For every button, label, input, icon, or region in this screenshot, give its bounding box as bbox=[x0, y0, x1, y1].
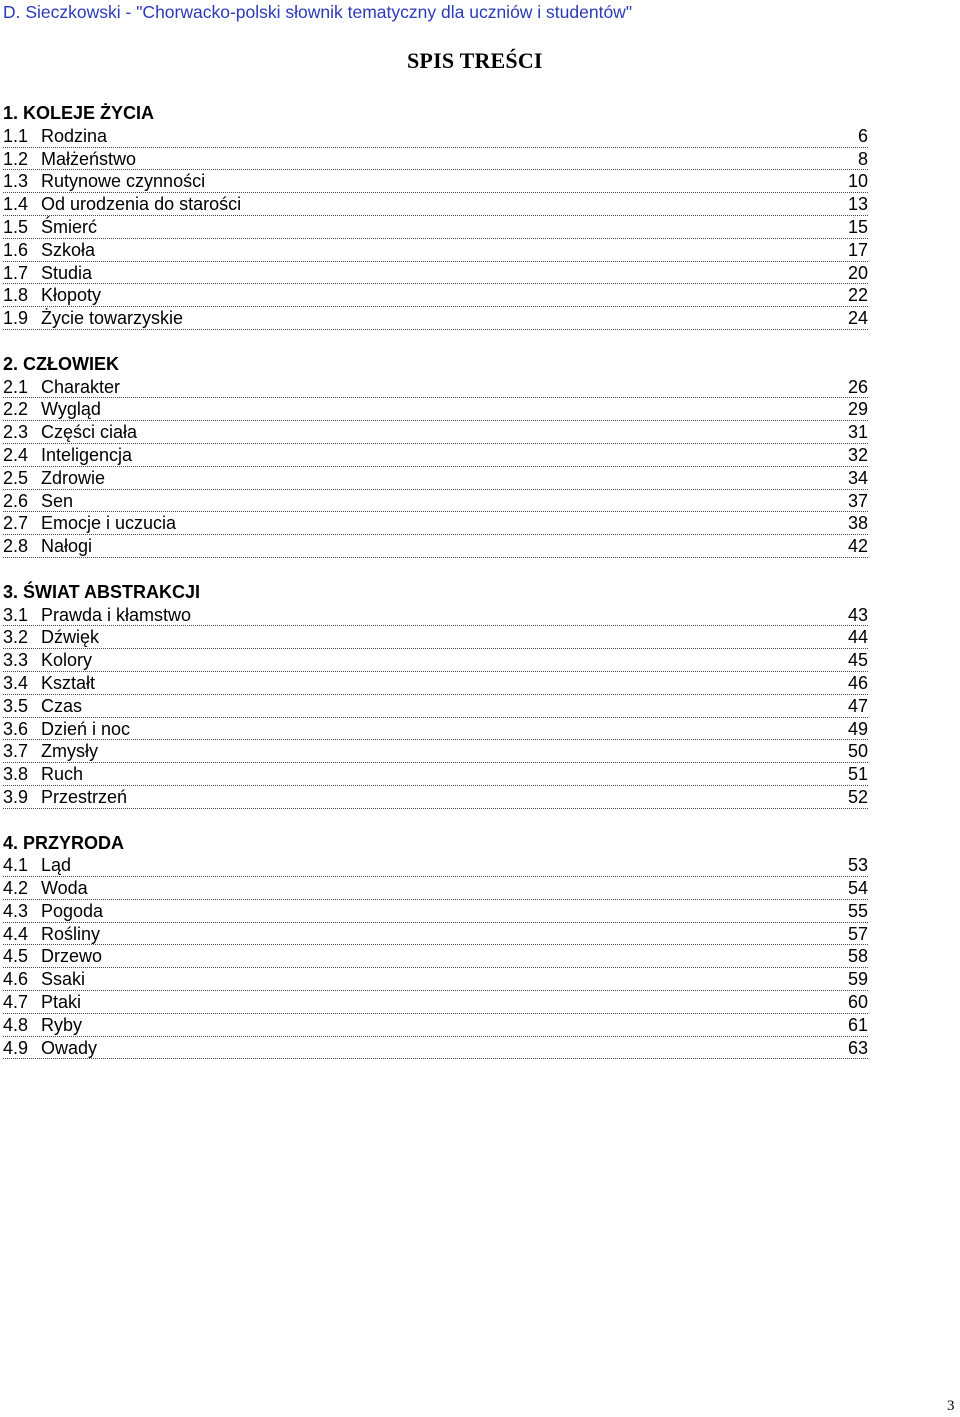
entry-number: 2.7 bbox=[3, 513, 29, 534]
entry-page: 38 bbox=[847, 513, 868, 534]
entry-page: 63 bbox=[847, 1037, 868, 1058]
entry-page: 59 bbox=[847, 969, 868, 990]
toc-entry bbox=[3, 170, 868, 193]
entry-page: 10 bbox=[847, 171, 868, 192]
toc-section bbox=[3, 353, 868, 558]
entry-number: 3.8 bbox=[3, 764, 29, 785]
entry-page: 17 bbox=[847, 239, 868, 260]
entry-title: Ryby bbox=[41, 1014, 83, 1035]
entry-title: Zdrowie bbox=[41, 467, 106, 488]
toc-entry bbox=[3, 398, 868, 421]
entry-number: 2.5 bbox=[3, 467, 29, 488]
entry-number: 1.4 bbox=[3, 194, 29, 215]
toc-entry bbox=[3, 626, 868, 649]
section-heading: 1. KOLEJE ŻYCIA bbox=[3, 103, 155, 123]
entry-page: 49 bbox=[847, 718, 868, 739]
toc-entry bbox=[3, 672, 868, 695]
entry-number: 4.1 bbox=[3, 855, 29, 876]
entry-number: 3.3 bbox=[3, 650, 29, 671]
entry-number: 2.3 bbox=[3, 422, 29, 443]
toc-entry bbox=[3, 535, 868, 558]
section-heading: 4. PRZYRODA bbox=[3, 832, 125, 853]
entry-page: 44 bbox=[847, 627, 868, 648]
toc-section bbox=[3, 832, 868, 1060]
entry-page: 29 bbox=[847, 399, 868, 420]
entry-title: Zmysły bbox=[41, 741, 98, 762]
entry-title: Emocje i uczucia bbox=[41, 513, 177, 534]
entry-title: Nałogi bbox=[41, 536, 93, 557]
toc-entry bbox=[3, 991, 868, 1014]
entry-title: Woda bbox=[41, 878, 88, 899]
entry-page: 43 bbox=[847, 604, 868, 625]
entry-number: 4.9 bbox=[3, 1037, 29, 1058]
entry-number: 2.6 bbox=[3, 490, 29, 511]
entry-page: 50 bbox=[847, 741, 868, 762]
entry-number: 1.5 bbox=[3, 216, 29, 237]
entry-number: 3.2 bbox=[3, 627, 29, 648]
entry-title: Kłopoty bbox=[41, 285, 102, 306]
entry-page: 54 bbox=[847, 878, 868, 899]
entry-page: 60 bbox=[847, 992, 868, 1013]
toc-entry bbox=[3, 900, 868, 923]
entry-number: 3.9 bbox=[3, 786, 29, 807]
entry-page: 55 bbox=[847, 900, 868, 921]
entry-page: 51 bbox=[847, 764, 868, 785]
entry-number: 4.2 bbox=[3, 878, 29, 899]
entry-title: Części ciała bbox=[41, 422, 138, 443]
toc-entry bbox=[3, 421, 868, 444]
entry-page: 31 bbox=[847, 422, 868, 443]
entry-title: Ruch bbox=[41, 764, 84, 785]
entry-title: Przestrzeń bbox=[41, 786, 128, 807]
entry-number: 4.7 bbox=[3, 992, 29, 1013]
toc-entry bbox=[3, 786, 868, 809]
entry-number: 3.1 bbox=[3, 604, 29, 625]
entry-title: Wygląd bbox=[41, 399, 101, 420]
entry-number: 1.6 bbox=[3, 239, 29, 260]
toc-entry bbox=[3, 376, 868, 399]
toc-entry bbox=[3, 467, 868, 490]
entry-page: 57 bbox=[847, 923, 868, 944]
entry-number: 2.4 bbox=[3, 444, 29, 465]
entry-page: 42 bbox=[847, 536, 868, 557]
entry-page: 45 bbox=[847, 650, 868, 671]
toc-entry bbox=[3, 923, 868, 946]
entry-page: 58 bbox=[847, 946, 868, 967]
entry-number: 1.1 bbox=[3, 125, 29, 146]
toc-entry bbox=[3, 239, 868, 262]
entry-page: 26 bbox=[847, 376, 868, 397]
entry-number: 4.3 bbox=[3, 900, 29, 921]
toc-title: SPIS TREŚCI bbox=[407, 48, 543, 73]
entry-title: Czas bbox=[41, 695, 83, 716]
entry-title: Od urodzenia do starości bbox=[41, 194, 242, 215]
toc-entry bbox=[3, 307, 868, 330]
entry-number: 3.5 bbox=[3, 695, 29, 716]
toc-entry bbox=[3, 193, 868, 216]
entry-title: Prawda i kłamstwo bbox=[41, 604, 192, 625]
entry-number: 3.6 bbox=[3, 718, 29, 739]
toc-section bbox=[3, 581, 868, 809]
entry-title: Charakter bbox=[41, 376, 121, 397]
entry-title: Rutynowe czynności bbox=[41, 171, 206, 192]
entry-number: 2.2 bbox=[3, 399, 29, 420]
entry-title: Studia bbox=[41, 262, 93, 283]
toc-entry bbox=[3, 1014, 868, 1037]
page-number: 3 bbox=[947, 1398, 955, 1414]
toc-entry bbox=[3, 512, 868, 535]
toc-entry bbox=[3, 1037, 868, 1060]
entry-title: Kształt bbox=[41, 672, 96, 693]
entry-page: 37 bbox=[847, 490, 868, 511]
toc-entry bbox=[3, 877, 868, 900]
entry-page: 52 bbox=[847, 786, 868, 807]
toc-entry bbox=[3, 125, 868, 148]
toc-entry bbox=[3, 148, 868, 171]
toc-entry bbox=[3, 740, 868, 763]
entry-page: 6 bbox=[857, 125, 868, 146]
section-heading: 3. ŚWIAT ABSTRAKCJI bbox=[3, 581, 201, 602]
entry-number: 3.7 bbox=[3, 741, 29, 762]
entry-title: Rośliny bbox=[41, 923, 101, 944]
entry-title: Rodzina bbox=[41, 125, 108, 146]
entry-title: Małżeństwo bbox=[41, 148, 137, 169]
entry-page: 32 bbox=[847, 444, 868, 465]
entry-page: 22 bbox=[847, 285, 868, 306]
entry-number: 1.7 bbox=[3, 262, 29, 283]
toc-entry bbox=[3, 262, 868, 285]
toc-entry bbox=[3, 444, 868, 467]
entry-page: 53 bbox=[847, 855, 868, 876]
entry-number: 1.9 bbox=[3, 308, 29, 329]
entry-title: Ssaki bbox=[41, 969, 86, 990]
toc-entry bbox=[3, 649, 868, 672]
entry-page: 24 bbox=[847, 308, 868, 329]
toc-entry bbox=[3, 945, 868, 968]
running-header: D. Sieczkowski - "Chorwacko-polski słownik tematyczny dla uczniów i studentów" bbox=[3, 2, 633, 22]
toc-entry bbox=[3, 284, 868, 307]
toc-entry bbox=[3, 854, 868, 877]
entry-title: Śmierć bbox=[41, 216, 98, 237]
entry-title: Szkoła bbox=[41, 239, 96, 260]
entry-page: 46 bbox=[847, 672, 868, 693]
entry-page: 20 bbox=[847, 262, 868, 283]
entry-number: 4.6 bbox=[3, 969, 29, 990]
entry-number: 4.4 bbox=[3, 923, 29, 944]
toc-entry bbox=[3, 968, 868, 991]
table-of-contents bbox=[3, 102, 868, 1059]
entry-number: 4.8 bbox=[3, 1014, 29, 1035]
entry-page: 13 bbox=[847, 194, 868, 215]
section-heading: 2. CZŁOWIEK bbox=[3, 353, 119, 374]
entry-number: 4.5 bbox=[3, 946, 29, 967]
entry-title: Ptaki bbox=[41, 992, 82, 1013]
entry-page: 47 bbox=[847, 695, 868, 716]
toc-entry bbox=[3, 490, 868, 513]
entry-title: Życie towarzyskie bbox=[41, 308, 184, 329]
entry-number: 1.2 bbox=[3, 148, 29, 169]
entry-page: 34 bbox=[847, 467, 868, 488]
entry-page: 61 bbox=[847, 1014, 868, 1035]
entry-number: 1.3 bbox=[3, 171, 29, 192]
entry-number: 2.8 bbox=[3, 536, 29, 557]
entry-title: Kolory bbox=[41, 650, 93, 671]
entry-page: 15 bbox=[847, 216, 868, 237]
toc-entry bbox=[3, 695, 868, 718]
entry-title: Owady bbox=[41, 1037, 98, 1058]
entry-title: Pogoda bbox=[41, 900, 104, 921]
entry-title: Sen bbox=[41, 490, 74, 511]
entry-title: Ląd bbox=[41, 855, 72, 876]
entry-title: Inteligencja bbox=[41, 444, 133, 465]
entry-title: Dzień i noc bbox=[41, 718, 131, 739]
toc-entry bbox=[3, 216, 868, 239]
toc-section bbox=[3, 102, 868, 330]
entry-title: Drzewo bbox=[41, 946, 103, 967]
entry-title: Dźwięk bbox=[41, 627, 100, 648]
toc-entry bbox=[3, 718, 868, 741]
toc-entry bbox=[3, 604, 868, 627]
entry-number: 2.1 bbox=[3, 376, 29, 397]
entry-number: 3.4 bbox=[3, 672, 29, 693]
entry-number: 1.8 bbox=[3, 285, 29, 306]
entry-page: 8 bbox=[857, 148, 868, 169]
toc-entry bbox=[3, 763, 868, 786]
